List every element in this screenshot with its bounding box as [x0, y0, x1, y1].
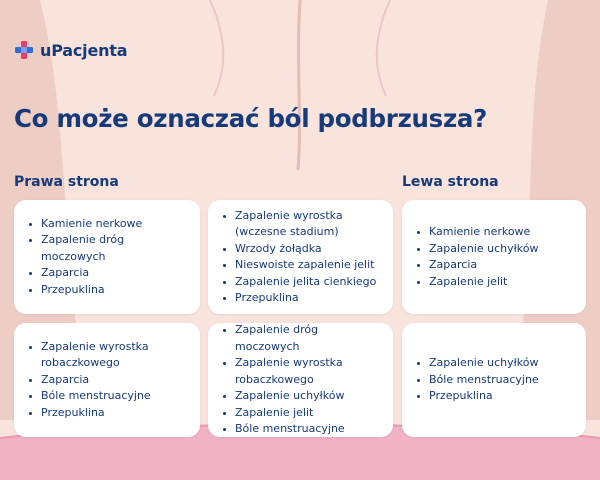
- list-item: Zapalenie uchyłków: [235, 388, 385, 405]
- list-item: Wrzody żołądka: [235, 241, 385, 258]
- list-item: Zapalenie wyrostka (wczesne stadium): [235, 208, 385, 241]
- symptom-card-center-upper: [208, 200, 393, 314]
- right-side-heading: Prawa strona: [14, 174, 119, 190]
- symptom-card-left-upper: [402, 200, 586, 314]
- list-item: Zapalenie jelit: [235, 405, 385, 422]
- list-item: Przepuklina: [41, 282, 192, 299]
- list-item: Bóle menstruacyjne: [41, 388, 192, 405]
- symptom-list: [208, 208, 385, 307]
- left-side-heading: Lewa strona: [402, 174, 499, 190]
- list-item: Przepuklina: [429, 388, 578, 405]
- symptom-list: [14, 216, 192, 299]
- medical-cross-icon: [14, 40, 34, 60]
- list-item: Kamienie nerkowe: [41, 216, 192, 233]
- list-item: Zapalenie dróg moczowych: [41, 232, 192, 265]
- list-item: Zaparcia: [429, 257, 578, 274]
- list-item: Przepuklina: [235, 290, 385, 307]
- symptom-card-right-upper: [14, 200, 200, 314]
- list-item: Bóle menstruacyjne: [429, 372, 578, 389]
- symptom-card-right-lower: [14, 323, 200, 437]
- list-item: Zaparcia: [41, 265, 192, 282]
- brand-name: uPacjenta: [40, 40, 128, 60]
- list-item: Przepuklina: [41, 405, 192, 422]
- list-item: Bóle menstruacyjne: [235, 421, 385, 438]
- list-item: Zapalenie jelita cienkiego: [235, 274, 385, 291]
- symptom-card-left-lower: [402, 323, 586, 437]
- list-item: Zaparcia: [41, 372, 192, 389]
- list-item: Kamienie nerkowe: [429, 224, 578, 241]
- list-item: Zapalenie uchyłków: [429, 241, 578, 258]
- list-item: Nieswoiste zapalenie jelit: [235, 257, 385, 274]
- brand-logo[interactable]: [14, 40, 127, 60]
- symptom-card-center-lower: [208, 323, 393, 437]
- symptom-list: [402, 224, 578, 290]
- symptom-list: [14, 339, 192, 422]
- symptom-list: [402, 355, 578, 405]
- list-item: Zapalenie dróg moczowych: [235, 322, 385, 355]
- page-title: Co może oznaczać ból podbrzusza?: [14, 104, 488, 133]
- list-item: Zapalenie wyrostka robaczkowego: [41, 339, 192, 372]
- list-item: Zapalenie uchyłków: [429, 355, 578, 372]
- symptom-list: [208, 322, 385, 438]
- list-item: Zapalenie jelit: [429, 274, 578, 291]
- list-item: Zapalenie wyrostka robaczkowego: [235, 355, 385, 388]
